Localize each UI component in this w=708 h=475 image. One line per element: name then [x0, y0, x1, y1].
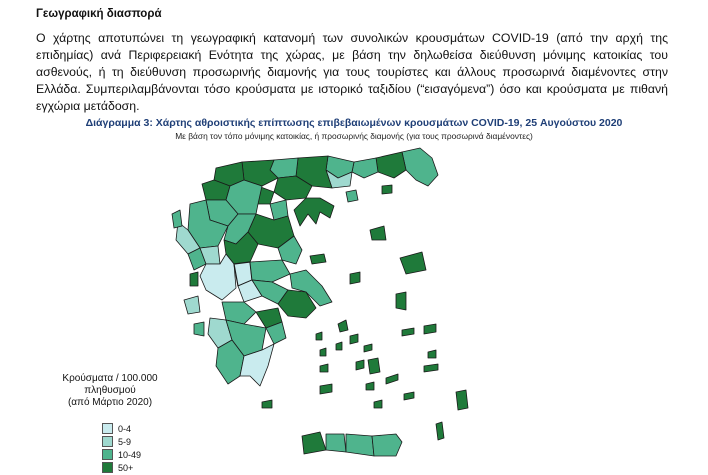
region-kythira: [262, 400, 272, 408]
region-kos: [424, 364, 438, 372]
legend-label: 0-4: [118, 423, 132, 434]
legend-label: 10-49: [118, 449, 142, 460]
legend-label: 5-9: [118, 436, 132, 447]
legend-swatch: [102, 423, 113, 434]
region-kythnos: [320, 348, 326, 356]
region-rethymno: [326, 434, 346, 452]
region-paros: [356, 360, 364, 370]
region-samos: [424, 324, 436, 334]
legend-items: [102, 423, 190, 473]
region-kalymnos: [428, 350, 436, 358]
region-limnos: [370, 226, 386, 240]
region-lefkada: [190, 272, 198, 286]
legend-title-line2: (από Μάρτιο 2020): [67, 397, 153, 408]
region-rodopi: [376, 152, 406, 178]
region-chalkidiki: [294, 198, 334, 226]
region-thasos: [346, 190, 358, 202]
legend-item: [102, 449, 190, 460]
legend-item: [102, 423, 190, 434]
region-rodos: [456, 390, 468, 410]
region-milos: [320, 384, 332, 394]
region-zakynthos: [194, 322, 204, 336]
region-samothraki: [382, 185, 392, 194]
region-evros: [402, 148, 438, 186]
legend-title-line1: Κρούσματα / 100.000 πληθυσμού: [62, 373, 158, 396]
region-sporades: [310, 254, 326, 264]
legend-item: [102, 436, 190, 447]
region-karpathos: [436, 422, 444, 440]
region-mykonos: [364, 344, 372, 352]
greece-choropleth-map: [170, 140, 470, 472]
map-legend: [40, 373, 190, 475]
region-santorini: [374, 400, 382, 408]
region-ikaria: [402, 328, 414, 336]
region-ios: [366, 382, 374, 390]
region-astypalaia: [404, 392, 414, 400]
region-kerkyra: [172, 210, 182, 228]
section-title: Γεωγραφική διασπορά: [36, 8, 162, 20]
region-serifos: [320, 364, 328, 372]
region-irakleio: [346, 434, 374, 456]
legend-title: [40, 373, 180, 409]
intro-paragraph: Ο χάρτης αποτυπώνει τη γεωγραφική κατανομή των συνολικών κρουσμάτων COVID-19 (από την αρχή της επιδημίας) ανά Περιφερειακή Ενότητα της χώρας, με βάση την δηλωθείσα διεύθυνση μόνιμης κατοικίας του ασθενούς, ή τη διεύθυνση προσωρινής διαμονής για τους τουρίστες και άλλους προσωρινά διαμένοντες στην Ελλάδα. Συμπεριλαμβάνονται τόσο κρούσματα με ιστορικό ταξιδίου (“εισαγόμενα”) όσο και κρούσματα με πιθανή εγχώρια μετάδοση.: [36, 31, 668, 113]
figure-title: Διάγραμμα 3: Χάρτης αθροιστικής επίπτωσης επιβεβαιωμένων κρουσμάτων COVID-19, 25 Αυγούστου 2020: [85, 117, 623, 129]
region-fthiotida: [250, 260, 290, 282]
region-kefallinia: [184, 296, 200, 314]
legend-swatch: [102, 462, 113, 473]
legend-item: [102, 462, 190, 473]
region-amorgos: [386, 374, 398, 384]
region-chios: [396, 292, 406, 310]
region-chania: [302, 432, 326, 454]
region-xanthi: [352, 158, 378, 178]
region-andros: [338, 320, 348, 332]
region-tinos: [350, 334, 358, 344]
region-lasithi: [372, 434, 402, 456]
figure-subtitle: Με βάση τον τόπο μόνιμης κατοικίας, ή προσωρινής διαμονής (για τους προσωρινά διαμένοντες): [175, 131, 533, 141]
region-kea: [316, 332, 322, 340]
region-syros: [336, 342, 342, 350]
legend-swatch: [102, 449, 113, 460]
legend-label: 50+: [118, 462, 134, 473]
region-naxos: [368, 358, 380, 374]
region-lesvos: [400, 252, 426, 274]
legend-swatch: [102, 436, 113, 447]
region-skyros: [350, 272, 360, 284]
